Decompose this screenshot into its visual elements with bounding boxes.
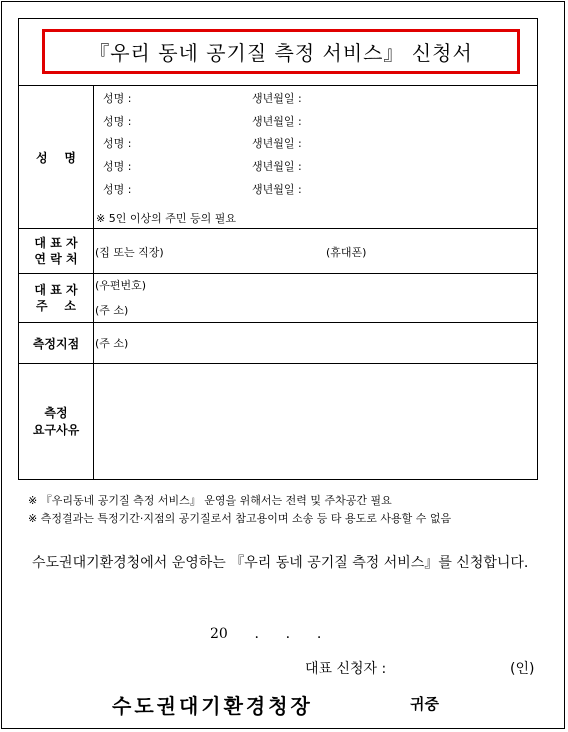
name-field-1[interactable]: 성명 : bbox=[103, 92, 132, 105]
names-note: ※ 5인 이상의 주민 등의 필요 bbox=[96, 212, 236, 225]
name-field-2[interactable]: 성명 : bbox=[103, 115, 132, 128]
birth-field-2[interactable]: 생년월일 : bbox=[252, 115, 302, 128]
note-2: ※ 측정결과는 특정기간·지점의 공기질로서 참고용이며 소송 등 타 용도로 사용할 수 없음 bbox=[28, 512, 452, 525]
mobile-phone-field[interactable]: (휴대폰) bbox=[326, 246, 367, 259]
reason-label: 측정 요구사유 bbox=[19, 364, 94, 479]
application-form bbox=[18, 18, 538, 480]
names-label: 성 명 bbox=[19, 86, 94, 228]
title-highlight-box bbox=[42, 29, 520, 74]
birth-field-5[interactable]: 생년월일 : bbox=[252, 183, 302, 196]
note-1: ※ 『우리동네 공기질 측정 서비스』 운영을 위해서는 전력 및 주차공간 필요 bbox=[28, 494, 392, 507]
birth-field-4[interactable]: 생년월일 : bbox=[252, 160, 302, 173]
date-line[interactable]: 20 . . . bbox=[210, 626, 322, 642]
reason-field[interactable] bbox=[94, 364, 537, 479]
title-area bbox=[19, 19, 537, 86]
name-field-4[interactable]: 성명 : bbox=[103, 160, 132, 173]
birth-field-1[interactable]: 생년월일 : bbox=[252, 92, 302, 105]
notes-section bbox=[28, 492, 451, 528]
address-content bbox=[94, 274, 537, 322]
location-address-field[interactable]: (주 소) bbox=[95, 337, 129, 350]
name-field-3[interactable]: 성명 : bbox=[103, 137, 132, 150]
names-row bbox=[19, 86, 537, 229]
contact-label: 대 표 자 연 락 처 bbox=[19, 229, 94, 273]
birth-field-3[interactable]: 생년월일 : bbox=[252, 137, 302, 150]
address-label: 대 표 자 주 소 bbox=[19, 274, 94, 322]
location-content bbox=[94, 323, 537, 363]
address-row bbox=[19, 274, 537, 323]
home-phone-field[interactable]: (집 또는 직장) bbox=[95, 246, 164, 259]
seal-label: (인) bbox=[510, 661, 535, 677]
location-label: 측정지점 bbox=[19, 323, 94, 363]
postal-code-field[interactable]: (우편번호) bbox=[95, 279, 147, 292]
application-statement: 수도권대기환경청에서 운영하는 『우리 동네 공기질 측정 서비스』를 신청합니다. bbox=[32, 555, 529, 571]
honorific: 귀중 bbox=[410, 695, 439, 713]
reason-row bbox=[19, 364, 537, 479]
applicant-label: 대표 신청자 : bbox=[305, 661, 387, 677]
names-content bbox=[94, 86, 537, 228]
recipient-name: 수도권대기환경청장 bbox=[112, 694, 313, 718]
form-title: 『우리 동네 공기질 측정 서비스』 신청서 bbox=[89, 41, 473, 65]
contact-row bbox=[19, 229, 537, 274]
address-field[interactable]: (주 소) bbox=[95, 304, 129, 317]
name-field-5[interactable]: 성명 : bbox=[103, 183, 132, 196]
contact-content bbox=[94, 229, 537, 273]
location-row bbox=[19, 323, 537, 364]
